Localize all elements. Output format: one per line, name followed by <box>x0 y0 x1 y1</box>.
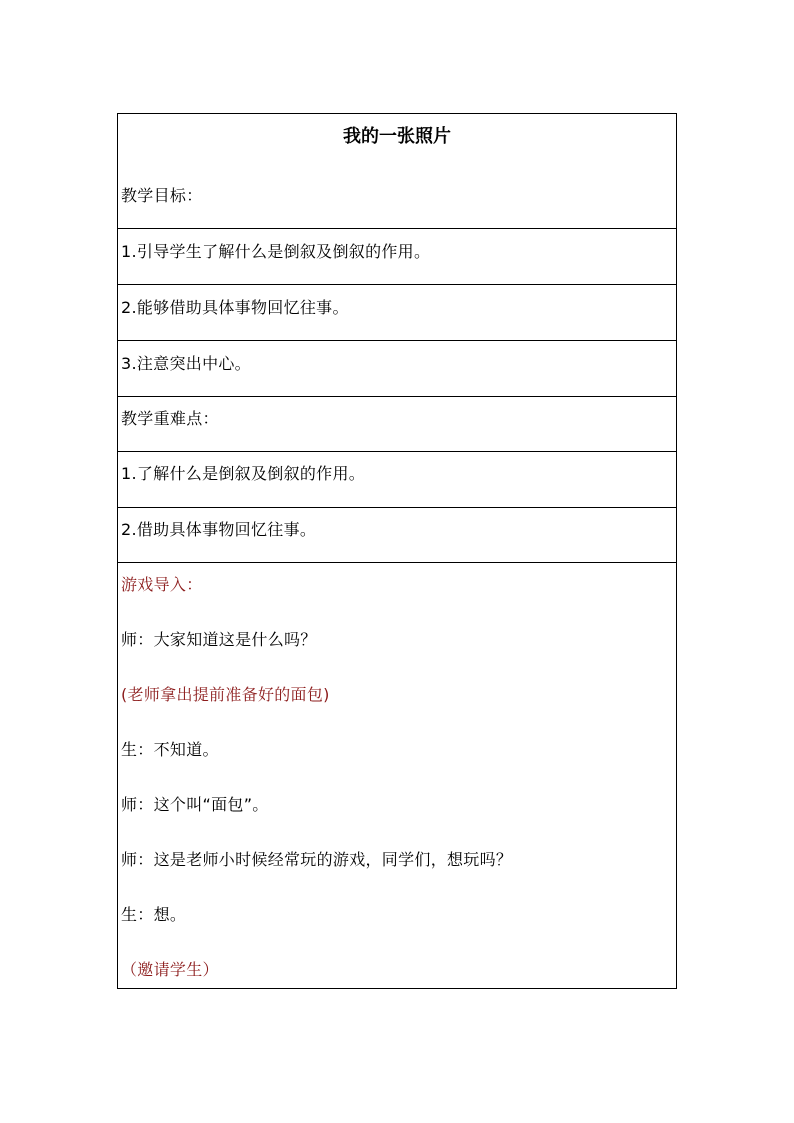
game-intro-cell <box>118 563 676 988</box>
game-heading: 游戏导入： <box>121 575 203 594</box>
dialogue-line: 生：不知道。 <box>121 740 219 759</box>
key-point-item: 2.借助具体事物回忆往事。 <box>121 520 317 539</box>
objective-item: 2.能够借助具体事物回忆往事。 <box>121 298 349 317</box>
dialogue-line: 师：这个叫“面包”。 <box>121 795 269 814</box>
dialogue-line: 师：这是老师小时候经常玩的游戏，同学们，想玩吗？ <box>121 850 513 869</box>
dialogue-line: 师：大家知道这是什么吗？ <box>121 630 317 649</box>
objective-item: 3.注意突出中心。 <box>121 354 251 373</box>
objective-row <box>118 341 676 397</box>
stage-direction: (老师拿出提前准备好的面包) <box>121 685 330 704</box>
key-points-heading: 教学重难点： <box>121 409 219 428</box>
key-point-row <box>118 452 676 508</box>
key-point-row <box>118 508 676 563</box>
objectives-heading: 教学目标： <box>121 186 203 205</box>
dialogue-line: 生：想。 <box>121 905 187 924</box>
objective-row <box>118 285 676 341</box>
objective-row <box>118 229 676 285</box>
objective-item: 1.引导学生了解什么是倒叙及倒叙的作用。 <box>121 242 431 261</box>
title-row <box>118 114 676 229</box>
stage-direction: （邀请学生） <box>121 960 219 979</box>
lesson-plan-table <box>117 113 677 989</box>
key-point-item: 1.了解什么是倒叙及倒叙的作用。 <box>121 464 366 483</box>
key-points-heading-row <box>118 397 676 452</box>
page-title: 我的一张照片 <box>343 126 451 147</box>
